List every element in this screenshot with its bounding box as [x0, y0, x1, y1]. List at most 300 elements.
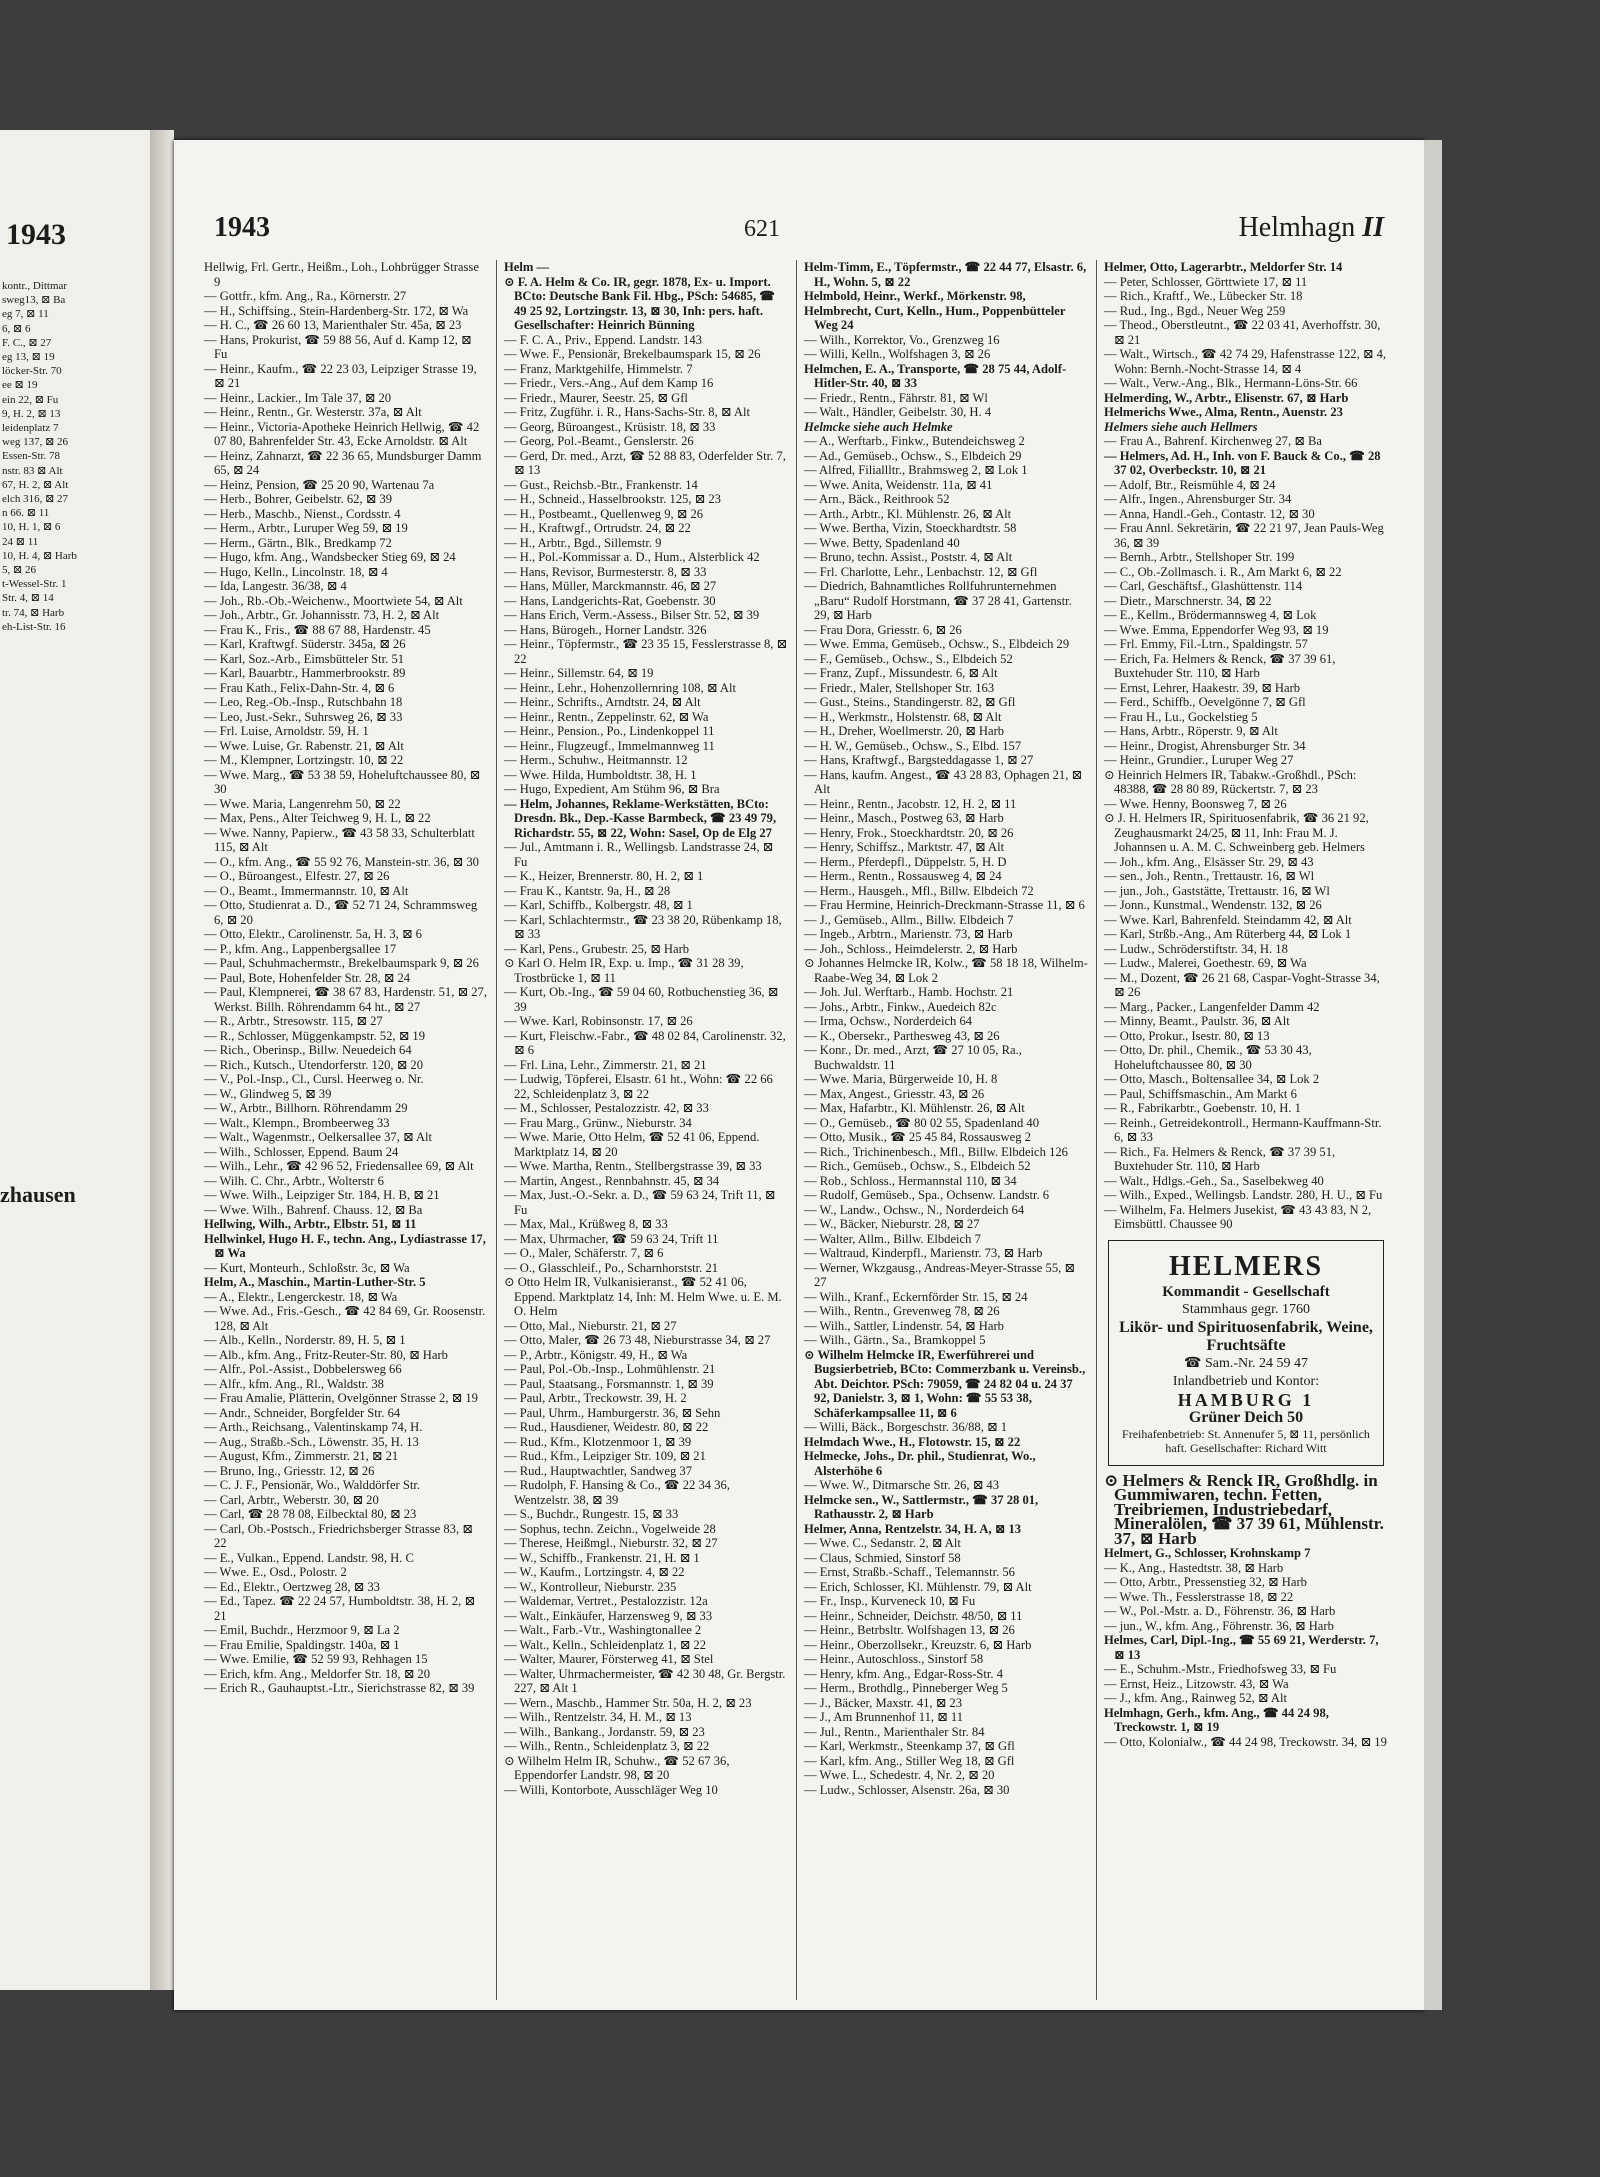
directory-entry: — H., Schiffsing., Stein-Hardenberg-Str. 172, ⊠ Wa: [204, 303, 469, 318]
directory-entry: — Wwe. Anita, Weidenstr. 11a, ⊠ 41: [804, 477, 993, 492]
directory-entry: — Georg, Pol.-Beamt., Genslerstr. 26: [504, 434, 694, 448]
directory-entry: — Frau A., Bahrenf. Kirchenweg 27, ⊠ Ba: [1104, 434, 1322, 448]
directory-entry: — Paul, Schiffsmaschin., Am Markt 6: [1104, 1086, 1297, 1101]
directory-entry: — Karl, Strßb.-Ang., Am Rüterberg 44, ⊠ Lok 1: [1104, 927, 1352, 941]
directory-entry: — P., Arbtr., Königstr. 49, H., ⊠ Wa: [504, 1347, 688, 1362]
directory-entry: — Wwe. Bertha, Vizin, Stoeckhardtstr. 58: [804, 521, 1017, 535]
directory-entry: — Heinr., Lehr., Hohenzollernring 108, ⊠ Alt: [504, 680, 736, 695]
directory-entry: — Walt., Hdlgs.-Geh., Sa., Saselbekweg 40: [1104, 1173, 1324, 1188]
directory-entry: — Rudolf, Gemüseb., Spa., Ochsenw. Landstr. 6: [804, 1188, 1050, 1202]
directory-entry: — Wwe. Ad., Fris.-Gesch., ☎ 42 84 69, Gr. Roosenstr. 128, ⊠ Alt: [204, 1304, 486, 1333]
directory-entry: — Heinr., Betrbsltr. Wolfshagen 13, ⊠ 26: [804, 1623, 1015, 1637]
ad-phone: ☎ Sam.-Nr. 24 59 47: [1184, 1355, 1308, 1371]
directory-entry: — Heinz, Pension, ☎ 25 20 90, Wartenau 7a: [204, 477, 435, 492]
directory-entry: — Wwe. Nanny, Papierw., ☎ 43 58 33, Schulterblatt 115, ⊠ Alt: [204, 825, 475, 854]
directory-entry: — sen., Joh., Rentn., Trettaustr. 16, ⊠ Wl: [1104, 869, 1315, 883]
directory-entry: — Wwe. Th., Fesslerstrasse 18, ⊠ 22: [1104, 1589, 1294, 1604]
directory-entry: — Joh., Arbtr., Gr. Johannisstr. 73, H. 2, ⊠ Alt: [204, 608, 440, 622]
directory-entry: — Franz, Marktgehilfe, Himmelstr. 7: [504, 361, 693, 376]
directory-entry: — Ingeb., Arbtrn., Marienstr. 73, ⊠ Harb: [804, 927, 1013, 941]
directory-entry: — Paul, Uhrm., Hamburgerstr. 36, ⊠ Sehn: [504, 1405, 721, 1420]
directory-entry: — Erich, Schlosser, Kl. Mühlenstr. 79, ⊠ Alt: [804, 1579, 1032, 1594]
directory-entry: Helmers siehe auch Hellmers: [1104, 419, 1258, 434]
directory-entry: — Rich., Trichinenbesch., Mfl., Billw. Elbdeich 126: [804, 1144, 1068, 1159]
directory-entry: — C., Ob.-Zollmasch. i. R., Am Markt 6, ⊠ 22: [1104, 564, 1342, 579]
directory-entry: — Helm, Johannes, Reklame-Werkstätten, BCto: Dresdn. Bk., Dep.-Kasse Barmbeck, ☎ 23 49 79, Richardstr. 55, ⊠ 22, Wohn: Sasel, Op de Elg 27: [504, 796, 777, 840]
directory-entry: — Wilh., Exped., Wellingsb. Landstr. 280, H. U., ⊠ Fu: [1104, 1188, 1383, 1202]
directory-entry: — Wwe. W., Ditmarsche Str. 26, ⊠ 43: [804, 1478, 1000, 1492]
directory-entry: — Frau Emilie, Spaldingstr. 140a, ⊠ 1: [204, 1637, 400, 1652]
directory-entry: — Walter, Allm., Billw. Elbdeich 7: [804, 1231, 981, 1246]
directory-entry: — Max, Just.-O.-Sekr. a. D., ☎ 59 63 24, Trift 11, ⊠ Fu: [504, 1188, 776, 1217]
directory-entry: — Heinr., Lackier., Im Tale 37, ⊠ 20: [204, 390, 392, 405]
directory-entry: — Paul, Staatsang., Forsmannstr. 1, ⊠ 39: [504, 1376, 714, 1391]
directory-entry: — Jul., Amtmann i. R., Wellingsb. Landstrasse 24, ⊠ Fu: [504, 840, 774, 869]
directory-entry: — Rud., Kfm., Leipziger Str. 109, ⊠ 21: [504, 1449, 706, 1463]
directory-entry: — Karl, Werkmstr., Steenkamp 37, ⊠ Gfl: [804, 1739, 1015, 1753]
directory-entry: — Alfred, Filiallltr., Brahmsweg 2, ⊠ Lok 1: [804, 463, 1028, 477]
directory-entry: — Frl. Emmy, Fil.-Ltrn., Spaldingstr. 57: [1104, 637, 1308, 651]
directory-entry: — Wilh., Rentn., Schleidenplatz 3, ⊠ 22: [504, 1739, 710, 1753]
directory-entry: — Wwe. Henny, Boonsweg 7, ⊠ 26: [1104, 796, 1287, 811]
directory-entry: — Alfr., Ingen., Ahrensburger Str. 34: [1104, 492, 1292, 506]
directory-entry: — Friedr., Rentn., Fährstr. 81, ⊠ Wl: [804, 390, 988, 405]
directory-entry: — Walt., Farb.-Vtr., Washingtonallee 2: [504, 1623, 702, 1637]
directory-entry: Helmerichs Wwe., Alma, Rentn., Auenstr. 23: [1104, 405, 1343, 419]
directory-entry: — F. C. A., Priv., Eppend. Landstr. 143: [504, 332, 702, 347]
directory-entry: — E., Vulkan., Eppend. Landstr. 98, H. C: [204, 1550, 414, 1565]
directory-entry: — Konr., Dr. med., Arzt, ☎ 27 10 05, Ra., Buchwaldstr. 11: [804, 1043, 1022, 1072]
left-page-fragment: tr. 74, ⊠ Harb: [2, 606, 65, 619]
directory-entry: — R., Arbtr., Stresowstr. 115, ⊠ 27: [204, 1014, 383, 1028]
directory-entry: — Frau Dora, Griesstr. 6, ⊠ 26: [804, 622, 962, 637]
column-1: [204, 260, 488, 2000]
directory-entry: — Friedr., Maurer, Seestr. 25, ⊠ Gfl: [504, 390, 688, 405]
directory-entry: — Heinr., Rentn., Jacobstr. 12, H. 2, ⊠ 11: [804, 796, 1017, 811]
directory-entry: ⊙ Helmers & Renck IR, Großhdlg. in Gummiwaren, techn. Fetten, Treibriemen, Industriebedarf, Mineralölen, ☎ 37 39 61, Mühlenstr. 37, ⊠ Harb: [1104, 1470, 1384, 1548]
left-page-fragment: 24 ⊠ 11: [2, 535, 39, 548]
ad-city: HAMBURG 1: [1177, 1389, 1315, 1410]
directory-entry: — Andr., Schneider, Borgfelder Str. 64: [204, 1405, 401, 1420]
directory-entry: Helmer, Anna, Rentzelstr. 34, H. A, ⊠ 13: [804, 1521, 1022, 1536]
directory-entry: — Heinr., Schneider, Deichstr. 48/50, ⊠ 11: [804, 1608, 1023, 1623]
left-page-edge: [0, 130, 150, 1990]
directory-entry: — Hans, Landgerichts-Rat, Goebenstr. 30: [504, 593, 716, 608]
directory-entry: — Walter, Uhrmachermeister, ☎ 42 30 48, Gr. Bergstr. 227, ⊠ Alt 1: [504, 1666, 786, 1695]
directory-entry: — O., Beamt., Immermannstr. 10, ⊠ Alt: [204, 883, 409, 898]
directory-entry: — Gust., Reichsb.-Btr., Frankenstr. 14: [504, 477, 698, 492]
left-page-year: 1943: [6, 218, 66, 251]
directory-page: [174, 140, 1424, 2010]
directory-entry: — Wwe. C., Sedanstr. 2, ⊠ Alt: [804, 1536, 961, 1550]
directory-entry: — Waldemar, Vertret., Pestalozzistr. 12a: [504, 1594, 708, 1608]
directory-entry: — Wwe. F., Pensionär, Brekelbaumspark 15, ⊠ 26: [504, 347, 761, 361]
directory-entry: — Carl, Arbtr., Weberstr. 30, ⊠ 20: [204, 1492, 379, 1507]
directory-entry: — Werner, Wkzgausg., Andreas-Meyer-Strasse 55, ⊠ 27: [804, 1260, 1075, 1289]
directory-entry: — Frau K., Fris., ☎ 88 67 88, Hardenstr. 45: [204, 622, 431, 637]
left-page-fragment: elch 316, ⊠ 27: [2, 493, 69, 505]
directory-entry: — Hans, Revisor, Burmesterstr. 8, ⊠ 33: [504, 564, 707, 579]
directory-entry: — O., Gemüseb., ☎ 80 02 55, Spadenland 40: [804, 1115, 1040, 1130]
directory-entry: — Kurt, Fleischw.-Fabr., ☎ 48 02 84, Carolinenstr. 32, ⊠ 6: [504, 1028, 786, 1057]
directory-entry: — W., Glindweg 5, ⊠ 39: [204, 1086, 332, 1101]
page-range-word: Helmhagn: [1238, 212, 1356, 243]
directory-entry: — Hans, Arbtr., Röperstr. 9, ⊠ Alt: [1104, 724, 1278, 738]
page-edge: [1424, 140, 1442, 2010]
directory-entry: — Max, Mal., Krüßweg 8, ⊠ 33: [504, 1217, 668, 1231]
directory-entry: — Rich., Fa. Helmers & Renck, ☎ 37 39 51, Buxtehuder Str. 110, ⊠ Harb: [1104, 1144, 1336, 1173]
directory-entry: — Hans, Müller, Marckmannstr. 46, ⊠ 27: [504, 579, 717, 593]
directory-entry: Helmcke siehe auch Helmke: [804, 419, 953, 434]
directory-entry: ⊙ Wilhelm Helm IR, Schuhw., ☎ 52 67 36, Eppendorfer Landstr. 98, ⊠ 20: [504, 1753, 730, 1782]
directory-entry: — Ludw., Schröderstiftstr. 34, H. 18: [1104, 941, 1288, 956]
directory-entry: — Wwe. Martha, Rentn., Stellbergstrasse 39, ⊠ 33: [504, 1159, 762, 1173]
directory-entry: — Johs., Arbtr., Finkw., Auedeich 82c: [804, 999, 997, 1014]
directory-entry: — Joh., Schloss., Heimdelerstr. 2, ⊠ Harb: [804, 941, 1018, 956]
directory-entry: — Otto, Kolonialw., ☎ 44 24 98, Treckowstr. 34, ⊠ 19: [1104, 1734, 1387, 1749]
directory-entry: — Hugo, kfm. Ang., Wandsbecker Stieg 69, ⊠ 24: [204, 550, 456, 564]
directory-entry: — Karl, Pens., Grubestr. 25, ⊠ Harb: [504, 941, 690, 956]
directory-entry: — Rud., Ing., Bgd., Neuer Weg 259: [1104, 303, 1286, 318]
page-range-letter: II: [1362, 212, 1384, 243]
directory-entry: — Frau K., Kantstr. 9a, H., ⊠ 28: [504, 883, 671, 898]
directory-entry: — Frau Marg., Grünw., Nieburstr. 34: [504, 1115, 692, 1130]
directory-columns: [204, 260, 1387, 2000]
directory-entry: — Carl, Ob.-Postsch., Friedrichsberger Strasse 83, ⊠ 22: [204, 1521, 473, 1550]
directory-entry: — Franz, Zupf., Missundestr. 6, ⊠ Alt: [804, 666, 998, 680]
directory-entry: — Diedrich, Bahnamtliches Rollfuhrunternehmen „Baru“ Rudolf Horstmann, ☎ 37 28 41, Gartenstr. 29, ⊠ Harb: [804, 579, 1072, 622]
directory-entry: ⊙ J. H. Helmers IR, Spirituosenfabrik, ☎ 36 21 92, Zeughausmarkt 24/25, ⊠ 11, Inh: Frau M. J. Johannsen u. A. M. C. Schweinberg geb. Helmers: [1104, 811, 1369, 854]
directory-entry: — W., Kontrolleur, Nieburstr. 235: [504, 1579, 677, 1594]
directory-entry: — H. W., Gemüseb., Ochsw., S., Elbd. 157: [804, 738, 1022, 753]
directory-entry: Helmert, G., Schlosser, Krohnskamp 7: [1104, 1546, 1311, 1560]
directory-entry: — Otto, Musik., ☎ 25 45 84, Rossausweg 2: [804, 1130, 1031, 1144]
directory-entry: — Frau Annl. Sekretärin, ☎ 22 21 97, Jean Pauls-Weg 36, ⊠ 39: [1104, 521, 1384, 550]
directory-entry: Helmdach Wwe., H., Flotowstr. 15, ⊠ 22: [804, 1434, 1021, 1449]
directory-entry: — Bruno, Ing., Griesstr. 12, ⊠ 26: [204, 1463, 375, 1478]
directory-entry: ⊙ Johannes Helmcke IR, Kolw., ☎ 58 18 18, Wilhelm-Raabe-Weg 34, ⊠ Lok 2: [804, 956, 1088, 985]
directory-entry: — J., kfm. Ang., Rainweg 52, ⊠ Alt: [1104, 1691, 1288, 1705]
directory-entry: — Max, Angest., Griesstr. 43, ⊠ 26: [804, 1086, 985, 1101]
directory-entry: — Kurt, Ob.-Ing., ☎ 59 04 60, Rotbuchenstieg 36, ⊠ 39: [504, 985, 779, 1014]
directory-entry: — S., Buchdr., Rungestr. 15, ⊠ 33: [504, 1507, 679, 1521]
directory-entry: — Wwe. Wilh., Leipziger Str. 184, H. B, ⊠ 21: [204, 1188, 440, 1202]
directory-entry: Helmer, Otto, Lagerarbtr., Meldorfer Str. 14: [1104, 260, 1343, 274]
directory-entry: — Herm., Brothdlg., Pinneberger Weg 5: [804, 1681, 1008, 1695]
left-page-fragment: 9, H. 2, ⊠ 13: [2, 407, 61, 420]
directory-entry: — Heinr., Flugzeugf., Immelmannweg 11: [504, 738, 715, 753]
directory-entry: — Joh., Rb.-Ob.-Weichenw., Moortwiete 54, ⊠ Alt: [204, 593, 463, 608]
directory-entry: — Martin, Angest., Rennbahnstr. 45, ⊠ 34: [504, 1173, 720, 1188]
directory-entry: — Wwe. Emma, Gemüseb., Ochsw., S., Elbdeich 29: [804, 637, 1070, 651]
directory-entry: — Herb., Bohrer, Geibelstr. 62, ⊠ 39: [204, 492, 393, 506]
directory-entry: — H. C., ☎ 26 60 13, Marienthaler Str. 45a, ⊠ 23: [204, 318, 462, 332]
directory-entry: — W., Pol.-Mstr. a. D., Föhrenstr. 36, ⊠ Harb: [1104, 1604, 1336, 1618]
directory-entry: — Heinr., Sillemstr. 64, ⊠ 19: [504, 666, 654, 680]
directory-entry: — H., Dreher, Woellmerstr. 20, ⊠ Harb: [804, 724, 1005, 738]
directory-entry: — Karl, Schlachtermstr., ☎ 23 38 20, Rübenkamp 18, ⊠ 33: [504, 912, 782, 941]
left-page-fragment: eh-List-Str. 16: [2, 620, 66, 633]
directory-entry: — J., Gemüseb., Allm., Billw. Elbdeich 7: [804, 912, 1014, 927]
directory-entry: — Jonn., Kunstmal., Wendenstr. 132, ⊠ 26: [1104, 898, 1322, 912]
directory-entry: — Walter, Maurer, Försterweg 41, ⊠ Stel: [504, 1652, 714, 1666]
directory-entry: — Kurt, Monteurh., Schloßstr. 3c, ⊠ Wa: [204, 1260, 410, 1275]
directory-entry: — O., Maler, Schäferstr. 7, ⊠ 6: [504, 1246, 664, 1260]
directory-entry: — Rudolph, F. Hansing & Co., ☎ 22 34 36, Wentzelstr. 38, ⊠ 39: [504, 1478, 730, 1507]
column-4-entries: [1104, 260, 1388, 1232]
directory-entry: — Frl. Luise, Arnoldstr. 59, H. 1: [204, 724, 369, 738]
directory-entry: — Hans, Bürogeh., Horner Landstr. 326: [504, 622, 707, 637]
page-range-header: [1239, 212, 1384, 244]
directory-entry: — Joh., kfm. Ang., Elsässer Str. 29, ⊠ 43: [1104, 854, 1314, 869]
directory-entry: — Hans, Kraftwgf., Bargsteddagasse 1, ⊠ 27: [804, 753, 1034, 767]
directory-entry: Helm —: [504, 260, 550, 274]
directory-entry: — Paul, Pol.-Ob.-Insp., Lohmühlenstr. 21: [504, 1362, 716, 1376]
directory-entry: — Heinr., Autoschloss., Sinstorf 58: [804, 1652, 984, 1666]
left-page-fragment: Str. 4, ⊠ 14: [2, 592, 54, 605]
directory-entry: — Henry, kfm. Ang., Edgar-Ross-Str. 4: [804, 1666, 1004, 1681]
directory-entry: — Heinz, Zahnarzt, ☎ 22 36 65, Mundsburger Damm 65, ⊠ 24: [204, 448, 482, 477]
directory-entry: — Heinr., Schrifts., Arndtstr. 24, ⊠ Alt: [504, 695, 701, 709]
directory-entry: — Wilh. C. Chr., Arbtr., Wolterstr 6: [204, 1173, 384, 1188]
directory-entry: — Peter, Schlosser, Görttwiete 17, ⊠ 11: [1104, 274, 1308, 289]
directory-entry: — Wilh., Lehr., ☎ 42 96 52, Friedensallee 69, ⊠ Alt: [204, 1159, 474, 1173]
directory-entry: — Gerd, Dr. med., Arzt, ☎ 52 88 83, Oderfelder Str. 7, ⊠ 13: [504, 448, 786, 477]
directory-entry: — Hans, Prokurist, ☎ 59 88 56, Auf d. Kamp 12, ⊠ Fu: [204, 332, 472, 361]
directory-entry: — Alb., kfm. Ang., Fritz-Reuter-Str. 80, ⊠ Harb: [204, 1347, 448, 1362]
left-page-fragment: sweg13, ⊠ Ba: [2, 294, 66, 307]
directory-entry: — Wwe. Emilie, ☎ 52 59 93, Rehhagen 15: [204, 1652, 428, 1666]
directory-entry: — Leo, Just.-Sekr., Suhrsweg 26, ⊠ 33: [204, 709, 403, 724]
directory-entry: — Friedr., Vers.-Ang., Auf dem Kamp 16: [504, 376, 714, 390]
directory-entry: — O., Büroangest., Elfestr. 27, ⊠ 26: [204, 869, 390, 883]
directory-entry: — Heinr., Drogist, Ahrensburger Str. 34: [1104, 738, 1306, 753]
directory-entry: Helmhagn, Gerh., kfm. Ang., ☎ 44 24 98, Treckowstr. 1, ⊠ 19: [1104, 1705, 1329, 1734]
directory-entry: — Otto, Dr. phil., Chemik., ☎ 53 30 43, Hoheluftchaussee 80, ⊠ 30: [1104, 1043, 1312, 1072]
directory-entry: — Ida, Langestr. 36/38, ⊠ 4: [204, 579, 347, 593]
directory-entry: — Adolf, Btr., Reismühle 4, ⊠ 24: [1104, 477, 1276, 492]
page-number: 621: [744, 216, 780, 242]
ad-office-label: Inlandbetrieb und Kontor:: [1172, 1373, 1320, 1389]
directory-entry: — Karl, Soz.-Arb., Eimsbütteler Str. 51: [204, 651, 405, 666]
directory-entry: — Herm., Hausgeh., Mfl., Billw. Elbdeich 72: [804, 883, 1034, 898]
directory-entry: — jun., Joh., Gaststätte, Trettaustr. 16, ⊠ Wl: [1104, 883, 1330, 898]
directory-entry: — Ludw., Malerei, Goethestr. 69, ⊠ Wa: [1104, 956, 1307, 970]
directory-entry: — Arth., Reichsang., Valentinskamp 74, H.: [204, 1420, 423, 1434]
directory-entry: — Frau Amalie, Plätterin, Ovelgönner Strasse 2, ⊠ 19: [204, 1391, 478, 1405]
directory-entry: — Waltraud, Kinderpfl., Marienstr. 73, ⊠ Harb: [804, 1246, 1043, 1260]
left-page-fragment: leidenplatz 7: [2, 422, 59, 434]
directory-entry: — Rud., Kfm., Klotzenmoor 1, ⊠ 39: [504, 1434, 692, 1449]
directory-entry: Hellwig, Frl. Gertr., Heißm., Loh., Lohbrügger Strasse 9: [204, 260, 479, 289]
directory-entry: — Wwe. Maria, Langenrehm 50, ⊠ 22: [204, 796, 401, 811]
left-page-fragment: eg 13, ⊠ 19: [2, 351, 55, 363]
directory-entry: — O., kfm. Ang., ☎ 55 92 76, Manstein-str. 36, ⊠ 30: [204, 854, 479, 869]
directory-entry: — Heinr., Masch., Postweg 63, ⊠ Harb: [804, 811, 1004, 825]
left-page-fragment: 10, H. 1, ⊠ 6: [2, 521, 61, 534]
directory-entry: — Herb., Maschb., Nienst., Cordsstr. 4: [204, 506, 401, 521]
directory-entry: — Heinr., Töpfermstr., ☎ 23 35 15, Fesslerstrasse 8, ⊠ 22: [504, 637, 788, 666]
column-rule: [796, 260, 797, 2000]
directory-entry: — Walt., Einkäufer, Harzensweg 9, ⊠ 33: [504, 1608, 713, 1623]
directory-entry: — Wern., Maschb., Hammer Str. 50a, H. 2, ⊠ 23: [504, 1695, 752, 1710]
left-page-fragment: nstr. 83 ⊠ Alt: [2, 464, 63, 477]
directory-entry: — Heinr., Rentn., Zeppelinstr. 62, ⊠ Wa: [504, 709, 709, 724]
directory-entry: — Wwe. Maria, Bürgerweide 10, H. 8: [804, 1072, 998, 1086]
directory-entry: — Wwe. Luise, Gr. Rabenstr. 21, ⊠ Alt: [204, 738, 404, 753]
directory-entry: — Ernst, Straßb.-Schaff., Telemannstr. 56: [804, 1565, 1015, 1579]
directory-entry: — Sophus, techn. Zeichn., Vogelweide 28: [504, 1521, 716, 1536]
directory-entry: — Ludw., Schlosser, Alsenstr. 26a, ⊠ 30: [804, 1782, 1010, 1797]
ad-free-port: Freihafenbetrieb: St. Annenufer 5, ⊠ 11, persönlich haft. Gesellschafter: Richard Witt: [1122, 1426, 1370, 1455]
directory-entry: ⊙ Wilhelm Helmcke IR, Ewerführerei und Bugsierbetrieb, BCto: Commerzbank u. Vereinsb., Abt. Deichtor. PSch: 79059, ☎ 24 82 04 u. 24 37 92, Danielstr. 3, ⊠ 1, Wohn: ☎ 55 53 38, Schäferkampsallee 11, ⊠ 6: [804, 1347, 1086, 1420]
directory-entry: — Henry, Frok., Stoeckhardtstr. 20, ⊠ 26: [804, 825, 1014, 840]
directory-entry: — Herm., Arbtr., Luruper Weg 59, ⊠ 19: [204, 521, 408, 535]
directory-entry: — Georg, Büroangest., Krüsistr. 18, ⊠ 33: [504, 419, 716, 434]
directory-entry: — Heinr., Victoria-Apotheke Heinrich Hellwig, ☎ 42 07 80, Bahrenfelder Str. 43, Ecke Arnoldstr. ⊠ Alt: [204, 419, 480, 448]
ad-street: Grüner Deich 50: [1188, 1408, 1304, 1426]
directory-entry: — Heinr., Rentn., Gr. Westerstr. 37a, ⊠ Alt: [204, 405, 422, 419]
directory-entry: — Carl, Geschäftsf., Glashüttenstr. 114: [1104, 579, 1303, 593]
directory-entry: — Ed., Tapez. ☎ 22 24 57, Humboldtstr. 38, H. 2, ⊠ 21: [204, 1594, 476, 1623]
directory-entry: — Walt., Wagenmstr., Oelkersallee 37, ⊠ Alt: [204, 1130, 433, 1144]
directory-entry: — Herm., Rentn., Rossausweg 4, ⊠ 24: [804, 869, 1002, 883]
ad-founded: Stammhaus gegr. 1760: [1182, 1301, 1310, 1317]
directory-entry: Helmbold, Heinr., Werkf., Mörkenstr. 98,: [804, 289, 1026, 303]
directory-entry: — Wilh., Gärtn., Sa., Bramkoppel 5: [804, 1333, 986, 1347]
directory-entry: — E., Schuhm.-Mstr., Friedhofsweg 33, ⊠ Fu: [1104, 1662, 1337, 1676]
directory-entry: — Emil, Buchdr., Herzmoor 9, ⊠ La 2: [204, 1623, 400, 1637]
directory-entry: — Walt., Händler, Geibelstr. 30, H. 4: [804, 405, 992, 419]
left-page-fragment: kontr., Dittmar: [2, 280, 68, 292]
directory-entry: — Wilh., Sattler, Lindenstr. 54, ⊠ Harb: [804, 1318, 1004, 1333]
left-page-fragment: ee ⊠ 19: [2, 379, 38, 392]
directory-entry: — W., Arbtr., Billhorn. Röhrendamm 29: [204, 1101, 408, 1115]
directory-entry: — H., Schneid., Hasselbrookstr. 125, ⊠ 23: [504, 492, 721, 506]
directory-entry: Helmes, Carl, Dipl.-Ing., ☎ 55 69 21, Werderstr. 7, ⊠ 13: [1104, 1633, 1379, 1662]
directory-entry: — H., Kraftwgf., Ortrudstr. 24, ⊠ 22: [504, 521, 691, 535]
directory-entry: — Theod., Oberstleutnt., ☎ 22 03 41, Averhoffstr. 30, ⊠ 21: [1104, 318, 1381, 347]
directory-entry: — Rud., Hauptwachtler, Sandweg 37: [504, 1463, 693, 1478]
directory-entry: — Otto, Maler, ☎ 26 73 48, Nieburstrasse 34, ⊠ 27: [504, 1333, 771, 1347]
directory-entry: — Willi, Kontorbote, Ausschläger Weg 10: [504, 1782, 718, 1797]
column-rule: [496, 260, 497, 2000]
directory-entry: — Frl. Charlotte, Lehr., Lenbachstr. 12, ⊠ Gfl: [804, 564, 1038, 579]
directory-entry: — Fritz, Zugführ. i. R., Hans-Sachs-Str. 8, ⊠ Alt: [504, 405, 750, 419]
directory-entry: — V., Pol.-Insp., Cl., Cursl. Heerweg o. Nr.: [204, 1072, 424, 1086]
directory-entry: — K., Ang., Hastedtstr. 38, ⊠ Harb: [1104, 1560, 1284, 1575]
directory-entry: — Paul, Arbtr., Treckowstr. 39, H. 2: [504, 1391, 687, 1405]
directory-entry: — Jul., Rentn., Marienthaler Str. 84: [804, 1724, 985, 1739]
directory-entry: Helm, A., Maschin., Martin-Luther-Str. 5: [204, 1275, 426, 1289]
directory-entry: — Otto, Arbtr., Pressenstieg 32, ⊠ Harb: [1104, 1575, 1307, 1589]
directory-entry: — Otto, Prokur., Isestr. 80, ⊠ 13: [1104, 1028, 1270, 1043]
directory-entry: — P., kfm. Ang., Lappenbergsallee 17: [204, 941, 397, 956]
helmers-advertisement: [1108, 1240, 1384, 1466]
directory-entry: ⊙ Otto Helm IR, Vulkanisieranst., ☎ 52 41 06, Eppend. Marktplatz 14, Inh: M. Helm Wwe. u. E. M. O. Helm: [504, 1275, 782, 1318]
directory-entry: — M., Schlosser, Pestalozzistr. 42, ⊠ 33: [504, 1101, 709, 1115]
directory-entry: — Arth., Arbtr., Kl. Mühlenstr. 26, ⊠ Alt: [804, 506, 1012, 521]
directory-entry: — Willi, Kelln., Wolfshagen 3, ⊠ 26: [804, 347, 991, 361]
directory-entry: Helmerding, W., Arbtr., Elisenstr. 67, ⊠ Harb: [1104, 390, 1349, 405]
directory-entry: — Heinr., Grundier., Luruper Weg 27: [1104, 753, 1294, 767]
directory-entry: — Hans Erich, Verm.-Assess., Bilser Str. 52, ⊠ 39: [504, 608, 760, 622]
directory-entry: — R., Fabrikarbtr., Goebenstr. 10, H. 1: [1104, 1101, 1301, 1115]
directory-entry: — jun., W., kfm. Ang., Föhrenstr. 36, ⊠ Harb: [1104, 1618, 1334, 1633]
directory-entry: — Rich., Gemüseb., Ochsw., S., Elbdeich 52: [804, 1159, 1031, 1173]
left-page-fragment: 10, H. 4, ⊠ Harb: [2, 549, 77, 562]
directory-entry: — W., Landw., Ochsw., N., Norderdeich 64: [804, 1202, 1025, 1217]
directory-entry: — Walt., Kelln., Schleidenplatz 1, ⊠ 22: [504, 1637, 707, 1652]
directory-entry: — Wilh., Rentzelstr. 34, H. M., ⊠ 13: [504, 1710, 692, 1724]
directory-entry: — Karl, Kraftwgf. Süderstr. 345a, ⊠ 26: [204, 637, 406, 651]
directory-entry: — Wwe. L., Schedestr. 4, Nr. 2, ⊠ 20: [804, 1768, 995, 1782]
directory-entry: — Frau Kath., Felix-Dahn-Str. 4, ⊠ 6: [204, 680, 395, 695]
directory-entry: — Anna, Handl.-Geh., Contastr. 12, ⊠ 30: [1104, 506, 1315, 521]
left-page-heading: zhausen: [0, 1182, 76, 1207]
directory-entry: — Therese, Heißmgl., Nieburstr. 32, ⊠ 27: [504, 1536, 718, 1550]
directory-entry: — Karl, kfm. Ang., Stiller Weg 18, ⊠ Gfl: [804, 1753, 1015, 1768]
directory-entry: — Wilh., Bankang., Jordanstr. 59, ⊠ 23: [504, 1724, 705, 1739]
directory-entry: Helmecke, Johs., Dr. phil., Studienrat, Wo., Alsterhöhe 6: [804, 1449, 1036, 1478]
column-4-after-ad: [1104, 1470, 1388, 1750]
directory-entry: — Otto, Masch., Boltensallee 34, ⊠ Lok 2: [1104, 1072, 1320, 1086]
directory-entry: — Wwe. Hilda, Humboldtstr. 38, H. 1: [504, 767, 697, 782]
directory-entry: — Joh. Jul. Werftarb., Hamb. Hochstr. 21: [804, 985, 1014, 999]
left-page-fragment: 5, ⊠ 26: [2, 564, 36, 576]
directory-entry: — H., Postbeamt., Quellenweg 9, ⊠ 26: [504, 506, 704, 521]
directory-entry: — Max, Uhrmacher, ☎ 59 63 24, Trift 11: [504, 1231, 719, 1246]
directory-entry: — Henry, Schiffsz., Marktstr. 47, ⊠ Alt: [804, 840, 1005, 854]
left-page-fragment: weg 137, ⊠ 26: [2, 436, 69, 449]
directory-entry: — Karl, Schiffb., Kolbergstr. 48, ⊠ 1: [504, 898, 693, 912]
ad-subtitle: Kommandit - Gesellschaft: [1162, 1283, 1330, 1300]
directory-entry: — Max, Hafarbtr., Kl. Mühlenstr. 26, ⊠ Alt: [804, 1101, 1025, 1115]
directory-entry: — Minny, Beamt., Paulstr. 36, ⊠ Alt: [1104, 1014, 1290, 1028]
directory-entry: — Erich R., Gauhauptst.-Ltr., Sierichstrasse 82, ⊠ 39: [204, 1681, 475, 1695]
directory-entry: — Frau H., Lu., Gockelstieg 5: [1104, 709, 1258, 724]
directory-entry: — Dietr., Marschnerstr. 34, ⊠ 22: [1104, 593, 1272, 608]
left-page-fragment: löcker-Str. 70: [2, 365, 62, 378]
directory-entry: — K., Obersekr., Parthesweg 43, ⊠ 26: [804, 1028, 1000, 1043]
directory-entry: — M., Dozent, ☎ 26 21 68, Caspar-Voght-Strasse 34, ⊠ 26: [1104, 970, 1380, 999]
directory-entry: — Wilh., Schlosser, Eppend. Baum 24: [204, 1144, 399, 1159]
directory-entry: — Friedr., Maler, Stellshoper Str. 163: [804, 680, 995, 695]
directory-entry: — F., Gemüseb., Ochsw., S., Elbdeich 52: [804, 651, 1013, 666]
directory-entry: — Helmers, Ad. H., Inh. von F. Bauck & Co., ☎ 28 37 02, Overbeckstr. 10, ⊠ 21: [1104, 448, 1381, 477]
directory-entry: — August, Kfm., Zimmerstr. 21, ⊠ 21: [204, 1449, 399, 1463]
directory-entry: — R., Schlosser, Müggenkampstr. 52, ⊠ 19: [204, 1028, 425, 1043]
directory-entry: — Rich., Kraftf., We., Lübecker Str. 18: [1104, 289, 1303, 303]
directory-entry: — H., Pol.-Kommissar a. D., Hum., Alsterblick 42: [504, 550, 760, 564]
directory-entry: — Otto, Mal., Nieburstr. 21, ⊠ 27: [504, 1318, 677, 1333]
directory-entry: Helmbrecht, Curt, Kelln., Hum., Poppenbütteler Weg 24: [804, 303, 1066, 332]
directory-entry: — Walt., Verw.-Ang., Blk., Hermann-Löns-Str. 66: [1104, 376, 1358, 390]
directory-entry: — Hugo, Kelln., Lincolnstr. 18, ⊠ 4: [204, 564, 388, 579]
directory-entry: Hellwinkel, Hugo H. F., techn. Ang., Lydiastrasse 17, ⊠ Wa: [204, 1231, 486, 1260]
directory-entry: — Wilh., Korrektor, Vo., Grenzweg 16: [804, 332, 1000, 347]
directory-entry: — Heinr., Kaufm., ☎ 22 23 03, Leipziger Strasse 19, ⊠ 21: [204, 361, 477, 390]
directory-entry: — Alb., Kelln., Norderstr. 89, H. 5, ⊠ 1: [204, 1333, 406, 1347]
directory-entry: — Rud., Hausdiener, Weidestr. 80, ⊠ 22: [504, 1420, 709, 1434]
column-3: [804, 260, 1088, 2000]
directory-entry: Hellwing, Wilh., Arbtr., Elbstr. 51, ⊠ 11: [204, 1217, 417, 1231]
directory-entry: — Wwe. Emma, Eppendorfer Weg 93, ⊠ 19: [1104, 622, 1329, 637]
directory-entry: — Wwe. E., Osd., Polostr. 2: [204, 1565, 347, 1579]
left-page-fragment: t-Wessel-Str. 1: [2, 578, 67, 591]
directory-entry: — C. J. F., Pensionär, Wo., Walddörfer Str.: [204, 1478, 421, 1492]
page-year: 1943: [214, 212, 270, 243]
